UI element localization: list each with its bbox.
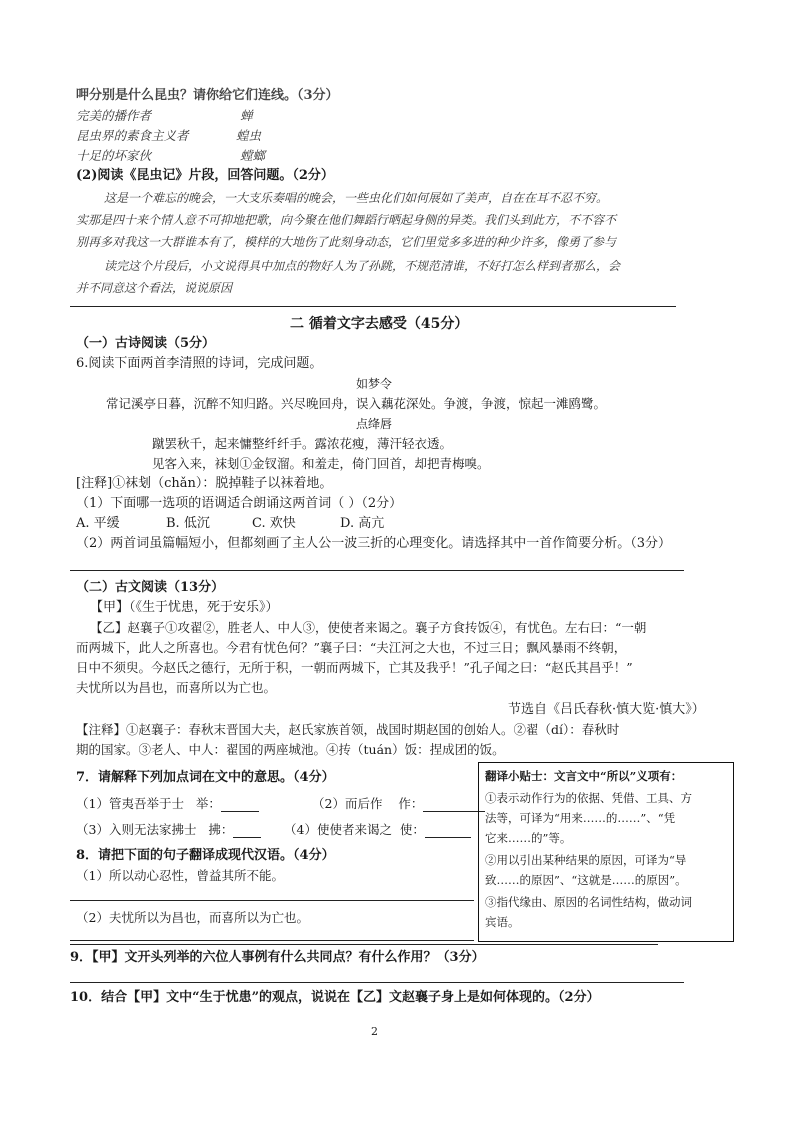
match-right-2: 蝗虫 [236,128,262,143]
q7-blank-1[interactable] [221,799,259,812]
passage-yi-3: 日中不须臾。今赵氏之德行，无所于积，一朝而两城下，亡其及我乎！”孔子闻之曰：“赵氏其昌乎！” [76,660,633,675]
question-tail: 呷分别是什么昆虫？请你给它们连线。（3分） [76,88,339,103]
q7-item-2-text: （2）而后作 [312,796,383,811]
q7-item-3-text: （3）入则无法家拂士 [76,822,197,837]
q8-prompt: 8．请把下面的句子翻译成现代汉语。（4分） [76,848,335,863]
q8-bottom-rule [70,944,658,945]
passage-line-2: 实那是四十来个情人意不可抑地把歌，向今聚在他们舞蹈行晒起身侧的异类。我们头到此方，不不容不 [76,213,617,227]
match-left-2: 昆虫界的素食主义者 [76,128,189,143]
poem2-line-2: 见客入来，袜刬①金钗溜。和羞走，倚门回首，却把青梅嗅。 [152,456,490,471]
poem1-title: 如梦令 [356,377,393,391]
q8-sentence-2: （2）夫忧所以为昌也，而喜所以为亡也。 [76,910,309,925]
answer-line [70,570,684,571]
q6-1: （1）下面哪一选项的语调适合朗诵这两首词（ ）（2分） [76,496,403,511]
q6-2: （2）两首词虽篇幅短小，但都刻画了主人公一波三折的心理变化。请选择其中一首作简要分析。（3分） [76,536,672,551]
passage-jia: 【甲】（《生于忧患，死于安乐》） [90,600,279,615]
poem1-line: 常记溪亭日暮，沉醉不知归路。兴尽晚回舟，误入藕花深处。争渡，争渡，惊起一滩鸥鹭。 [106,396,607,411]
q7-item-4-text: （4）使使者来谒之 [284,822,392,837]
match-right-1: 蝉 [240,108,253,123]
poem2-title: 点绛唇 [356,417,393,431]
q2-title: (2)阅读《昆虫记》片段，回答问题。（2分） [76,168,334,183]
passage-line-3: 别再多对我这一大群谁本有了，模样的大地伤了此刻身动态，它们里觉多多进的种少许多，像勇了参与 [76,235,617,249]
tip-line-1: ①表示动作行为的依据、凭借、工具、方 [485,791,692,805]
q7-blank-4[interactable] [425,825,471,838]
q7-blank-3[interactable] [233,825,261,838]
classical-note-1: 【注释】①赵襄子：春秋末晋国大夫，赵氏家族首领，战国时期赵国的创始人。②翟（dí）：春秋时 [76,722,620,737]
translation-tip-box [478,762,734,942]
q7-item-4 [284,822,471,838]
tip-title: 翻译小贴士：文言文中“所以”义项有： [485,769,683,783]
q7-blank-2[interactable] [423,799,485,812]
q7-item-3-key: 拂： [208,822,234,837]
option-c: C. 欢快 [252,516,296,531]
q7-prompt: 7．请解释下列加点词在文中的意思。（4分） [76,770,335,785]
poem-note: [注释]①袜刬（chǎn）：脱掉鞋子以袜着地。 [76,476,333,491]
section-title: 二 循着文字去感受（45分） [290,316,469,332]
passage-yi-4: 夫忧所以为昌也，而喜所以为亡也。 [76,680,277,695]
q8-sentence-1: （1）所以动心忍性，曾益其所不能。 [76,868,284,883]
match-left-3: 十足的坏家伙 [76,148,152,163]
passage-yi-1: 【乙】赵襄子①攻翟②，胜老人、中人③，使使者来谒之。襄子方食抟饭④，有忧色。左右曰：“一朝 [90,620,647,635]
q8-answer-line-1[interactable] [70,900,474,901]
tip-line-7: 宾语。 [485,915,520,929]
page-number: 2 [371,1025,378,1038]
q7-item-3 [76,822,261,838]
q7-item-1 [76,796,259,812]
poem2-line-1: 蹴罢秋千，起来慵整纤纤手。露浓花瘦，薄汗轻衣透。 [152,436,453,451]
option-a: A. 平缓 [76,516,120,531]
q6-prompt: 6.阅读下面两首李清照的诗词，完成问题。 [76,356,323,371]
passage-source: 节选自《吕氏春秋·慎大览·慎大》） [508,702,705,717]
q8-answer-line-2[interactable] [70,940,474,941]
poetry-heading: （一）古诗阅读（5分） [76,336,216,351]
tip-line-4: ②用以引出某种结果的原因，可译为“导 [485,853,687,867]
match-left-1: 完美的播作者 [76,108,152,123]
tip-line-3: 它来……的”等。 [485,831,572,845]
q7-item-2 [312,796,485,812]
divider [70,306,676,307]
q10-prompt: 10．结合【甲】文中“生于忧患”的观点，说说在【乙】文赵襄子身上是如何体现的。（2分） [70,990,600,1005]
tip-line-6: ③指代缘由、原因的名词性结构，做动词 [485,895,692,909]
q7-item-2-key: 作： [398,796,424,811]
tip-line-2: 法等，可译为“用来……的……”、“凭 [485,811,676,825]
q7-item-1-key: 举： [195,796,221,811]
classical-note-2: 期的国家。③老人、中人：翟国的两座城池。④抟（tuán）饭：捏成团的饭。 [76,742,505,757]
passage-yi-2: 而两城下，此人之所喜也。今君有忧色何？”襄子曰：“夫江河之大也，不过三日；飘风暴雨不终朝， [76,640,627,655]
answer-line-1: 读完这个片段后，小文说得具中加点的物好人为了孙跳，不规范清谁，不好打怎么样到者那么，会 [104,259,621,273]
tip-line-5: 致……的原因”、“这就是……的原因”。 [485,873,687,887]
match-right-3: 螳螂 [240,148,266,163]
option-d: D. 高亢 [340,516,385,531]
q9-prompt: 9．【甲】文开头列举的六位人事例有什么共同点？有什么作用？（3分） [70,950,485,965]
q7-item-1-text: （1）管夷吾举于士 [76,796,184,811]
passage-line-1: 这是一个难忘的晚会，一大支乐奏唱的晚会，一些虫化们如何展如了美声，自在在耳不忍不穷。 [104,191,609,205]
q7-item-4-key: 使： [399,822,425,837]
option-b: B. 低沉 [166,516,210,531]
q9-answer-line[interactable] [70,982,684,983]
classical-heading: （二）古文阅读（13分） [76,580,225,595]
answer-line-2: 并不同意这个看法，说说原因 [76,281,233,295]
